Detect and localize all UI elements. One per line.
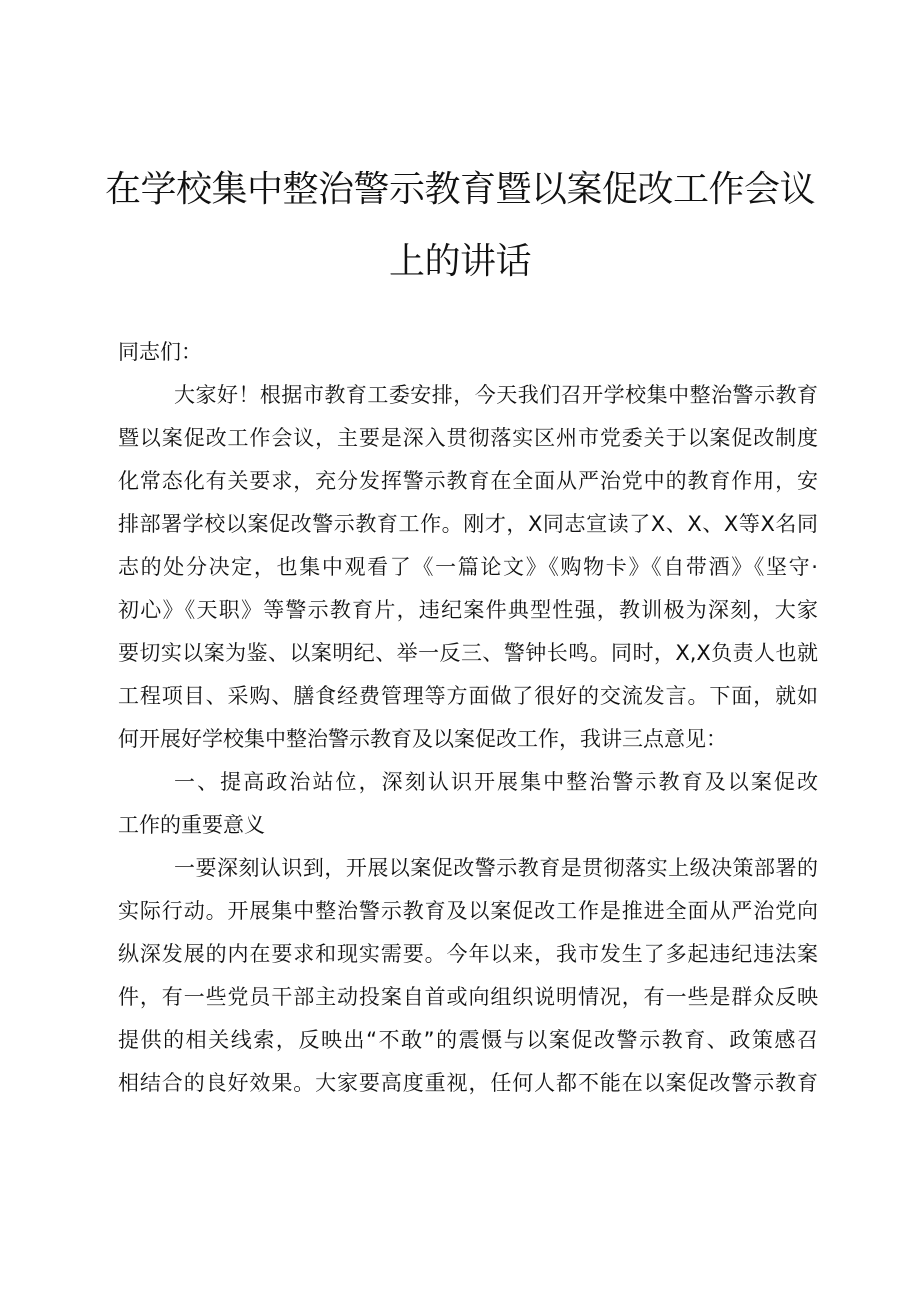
paragraph-line: 要切实以案为鉴、以案明纪、举一反三、警钟长鸣。同时，X,X负责人也就: [118, 641, 818, 665]
paragraph-line: 志的处分决定，也集中观看了《一篇论文》《购物卡》《自带酒》《坚守·: [118, 555, 818, 579]
paragraph-line: 化常态化有关要求，充分发挥警示教育在全面从严治党中的教育作用，安: [118, 469, 818, 493]
paragraph-line: 件，有一些党员干部主动投案自首或向组织说明情况，有一些是群众反映: [118, 985, 818, 1009]
paragraph-line: 纵深发展的内在要求和现实需要。今年以来，我市发生了多起违纪违法案: [118, 942, 818, 966]
document-title-line-2: 上的讲话: [388, 241, 531, 282]
section-heading-line: 工作的重要意义: [118, 813, 265, 837]
section-heading-line: 一、提高政治站位，深刻认识开展集中整治警示教育及以案促改: [174, 770, 818, 794]
paragraph-line: 实际行动。开展集中整治警示教育及以案促改工作是推进全面从严治党向: [118, 899, 818, 923]
paragraph-line: 一要深刻认识到，开展以案促改警示教育是贯彻落实上级决策部署的: [174, 856, 818, 880]
paragraph-line: 暨以案促改工作会议，主要是深入贯彻落实区州市党委关于以案促改制度: [118, 426, 818, 450]
document-title-line-1: 在学校集中整治警示教育暨以案促改工作会议: [104, 169, 815, 210]
paragraph-line: 初心》《天职》等警示教育片，违纪案件典型性强，教训极为深刻，大家: [118, 598, 818, 622]
paragraph-line: 大家好！根据市教育工委安排，今天我们召开学校集中整治警示教育: [174, 383, 818, 407]
paragraph-line: 提供的相关线索，反映出“不敢”的震慑与以案促改警示教育、政策感召: [118, 1028, 818, 1052]
paragraph-line: 排部署学校以案促改警示教育工作。刚才，X同志宣读了X、X、X等X名同: [118, 512, 818, 536]
paragraph-line: 相结合的良好效果。大家要高度重视，任何人都不能在以案促改警示教育: [118, 1071, 818, 1095]
paragraph-line: 何开展好学校集中整治警示教育及以案促改工作，我讲三点意见：: [118, 727, 727, 751]
salutation: 同志们：: [118, 340, 202, 364]
paragraph-line: 工程项目、采购、膳食经费管理等方面做了很好的交流发言。下面，就如: [118, 684, 818, 708]
